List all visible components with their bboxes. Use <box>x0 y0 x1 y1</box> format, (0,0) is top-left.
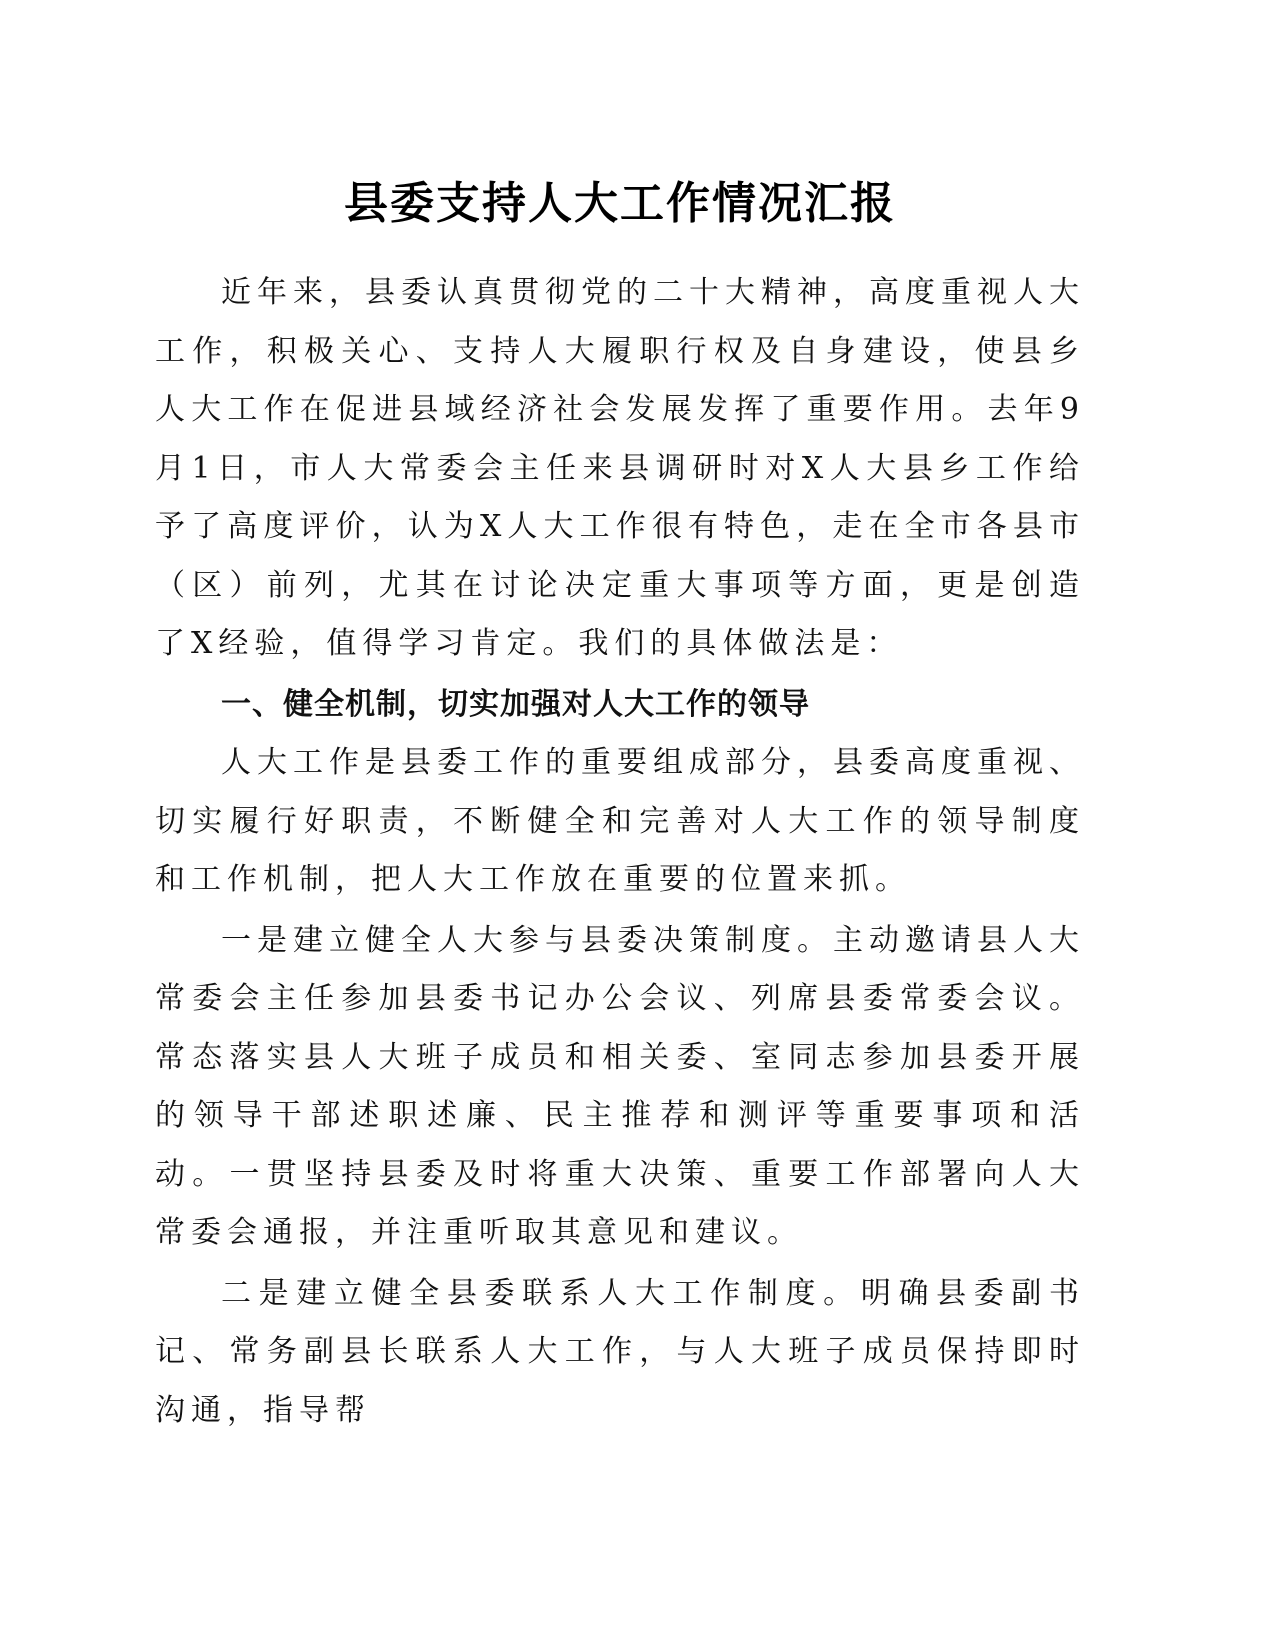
document-title: 县委支持人大工作情况汇报 <box>344 178 896 229</box>
document-body <box>155 168 1085 1440</box>
point-2-paragraph: 二是建立健全县委联系人大工作制度。明确县委副书记、常务副县长联系人大工作，与人大班子成员保持即时沟通，指导帮 <box>155 1275 1085 1428</box>
intro-paragraph: 近年来，县委认真贯彻党的二十大精神，高度重视人大工作，积极关心、支持人大履职行权及自身建设，使县乡人大工作在促进县域经济社会发展发挥了重要作用。去年9月1日，市人大常委会主任来县调研时对X人大县乡工作给予了高度评价，认为X人大工作很有特色，走在全市各县市（区）前列，尤其在讨论决定重大事项等方面，更是创造了X经验，值得学习肯定。我们的具体做法是： <box>155 275 1085 661</box>
section-heading-1: 一、健全机制，切实加强对人大工作的领导 <box>221 686 810 722</box>
point-1-paragraph: 一是建立健全人大参与县委决策制度。主动邀请县人大常委会主任参加县委书记办公会议、列席县委常委会议。常态落实县人大班子成员和相关委、室同志参加县委开展的领导干部述职述廉、民主推荐和测评等重要事项和活动。一贯坚持县委及时将重大决策、重要工作部署向人大常委会通报，并注重听取其意见和建议。 <box>155 922 1085 1250</box>
section1-intro-paragraph: 人大工作是县委工作的重要组成部分，县委高度重视、切实履行好职责，不断健全和完善对人大工作的领导制度和工作机制，把人大工作放在重要的位置来抓。 <box>155 745 1085 897</box>
